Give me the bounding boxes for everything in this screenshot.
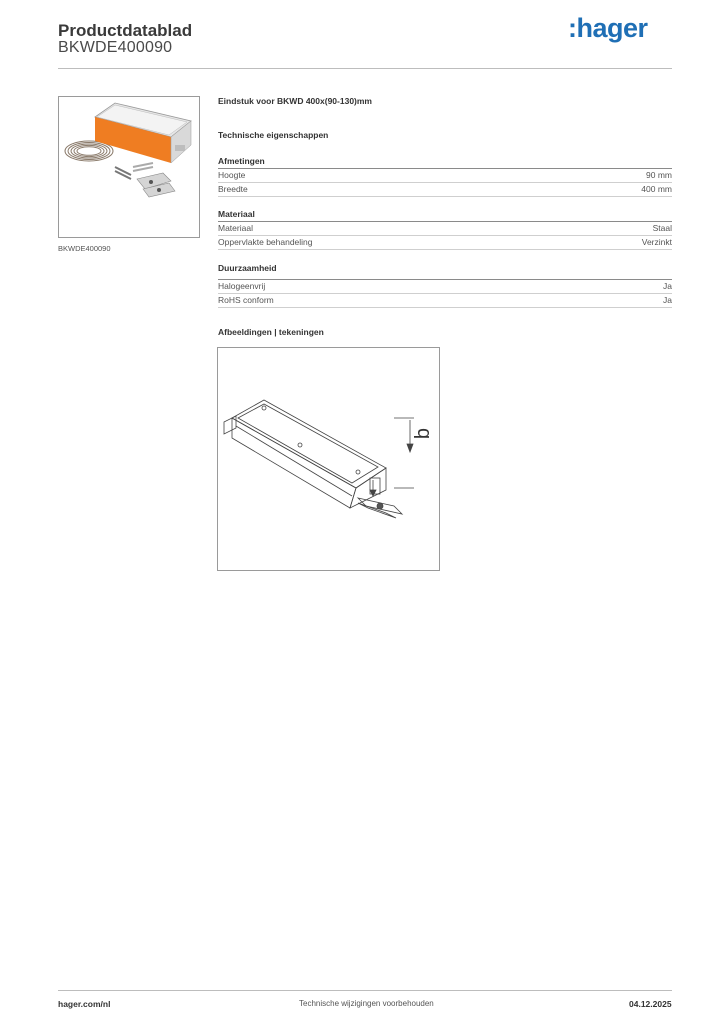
header-divider	[58, 68, 672, 69]
duct-end-piece-illustration	[95, 103, 191, 163]
spec-label: Materiaal	[218, 223, 253, 233]
spec-value: Staal	[652, 223, 672, 233]
product-name: Eindstuk voor BKWD 400x(90-130)mm	[218, 96, 372, 106]
spec-row	[218, 222, 672, 236]
spec-value: Verzinkt	[641, 237, 672, 247]
mounting-parts-illustration	[115, 163, 175, 197]
group-title-afmetingen: Afmetingen	[218, 156, 265, 166]
product-photo	[58, 96, 200, 238]
footer-website-link[interactable]: hager.com/nl	[58, 999, 111, 1009]
spec-value: Ja	[663, 295, 672, 305]
photo-caption: BKWDE400090	[58, 244, 111, 253]
spec-value: Ja	[663, 281, 672, 291]
spec-row	[218, 236, 672, 250]
spec-row	[218, 183, 672, 197]
spec-label: Oppervlakte behandeling	[218, 237, 313, 247]
dimension-label: b	[412, 427, 435, 440]
spec-label: RoHS conform	[218, 295, 274, 305]
specs-heading: Technische eigenschappen	[218, 130, 329, 140]
footer-divider	[58, 990, 672, 991]
spec-value: 90 mm	[646, 170, 672, 180]
footer-date: 04.12.2025	[629, 999, 672, 1009]
hager-logo: :hager	[568, 13, 648, 43]
doc-title: Productdatablad	[58, 21, 193, 40]
spec-row	[218, 169, 672, 183]
spec-value: 400 mm	[641, 184, 672, 194]
spec-row	[218, 280, 672, 294]
spec-label: Hoogte	[218, 170, 246, 180]
spec-row	[218, 294, 672, 308]
spec-label: Halogeenvrij	[218, 281, 266, 291]
technical-drawing	[217, 347, 440, 571]
footer-disclaimer: Technische wijzigingen voorbehouden	[299, 999, 434, 1008]
group-title-duurzaamheid: Duurzaamheid	[218, 263, 277, 273]
spec-label: Breedte	[218, 184, 248, 194]
drawings-heading: Afbeeldingen | tekeningen	[218, 327, 324, 337]
group-title-materiaal: Materiaal	[218, 209, 255, 219]
doc-product-code: BKWDE400090	[58, 39, 173, 56]
